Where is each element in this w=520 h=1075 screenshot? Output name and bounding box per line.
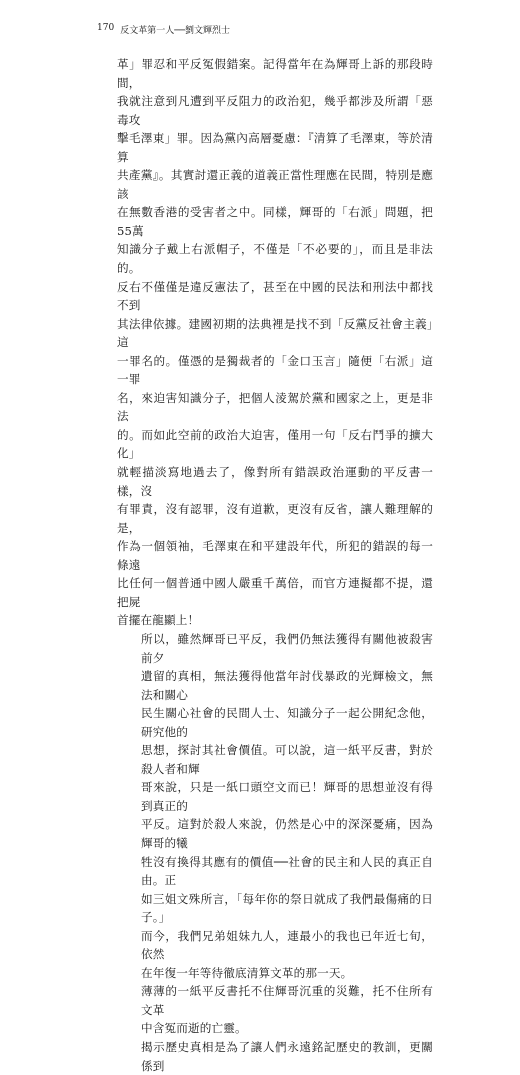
page-number: 170 [97,23,115,33]
running-header [97,23,230,36]
paragraph: 薄薄的一紙平反書托不住輝哥沉重的災難，托不住所有文革 中含冤而逝的亡靈。 [141,984,433,1036]
paragraph: 而今，我們兄弟姐妹九人，連最小的我也已年近七旬，依然 在年復一年等待徹底清算文革的那一天。 [141,928,433,980]
paragraph: 揭示歷史真相是為了讓人們永遠銘記歷史的教訓，更關係到 [141,1039,433,1073]
paragraph: 革」罪忍和平反冤假錯案。記得當年在為輝哥上訴的那段時間， 我就注意到凡遭到平反阻力的政治犯，幾乎都涉及所謂「惡毒攻 擊毛澤東」罪。因為黨內高層憂慮：『清算了毛澤東，等於清算 共產黨』。其實討還正義的道義正當性理應在民間，特別是應該 在無數香港的受害者之中。同樣，輝哥的「右派」問題，把55萬 知識分子戴上右派帽子，不僅是「不必要的」，而且是非法的。 反右不僅僅是違反憲法了，甚至在中國的民法和刑法中都找不到 其法律依據。建國初期的法典裡是找不到「反黨反社會主義」這 一罪名的。僅憑的是獨裁者的「金口玉言」隨便「右派」這一罪 名，來迫害知識分子，把個人淩駕於黨和國家之上，更是非法 的。而如此空前的政治大迫害，僅用一句「反右鬥爭的擴大化」 就輕描淡寫地過去了，像對所有錯誤政治運動的平反書一樣，沒 有罪責，沒有認罪，沒有道歉，更沒有反省，讓人難理解的是， 作為一個領袖，毛澤東在和平建設年代，所犯的錯誤的每一條遠 比任何一個普通中國人嚴重千萬倍，而官方連擬都不提，還把屍 首擺在龍顯上！ [117,57,433,628]
page-body [117,55,433,1075]
book-title: 反文革第一人──劉文輝烈士 [120,26,231,36]
paragraph: 所以，雖然輝哥已平反，我們仍無法獲得有關他被殺害前夕 遺留的真相，無法獲得他當年討伐暴政的光輝檢文，無法和關心 民生關心社會的民間人士、知識分子一起公開紀念他，研究他的 思想，探討其社會價值。可以說，這一紙平反書，對於殺人者和輝 哥來說，只是一紙口頭空文而已！輝哥的思想並沒有得到真正的 平反。這對於殺人來說，仍然是心中的深深憂痛，因為輝哥的犧 牲沒有換得其應有的價值──社會的民主和人民的真正自由。正 如三姐文殊所言，「每年你的祭日就成了我們最傷痛的日子。」 [141,631,433,925]
